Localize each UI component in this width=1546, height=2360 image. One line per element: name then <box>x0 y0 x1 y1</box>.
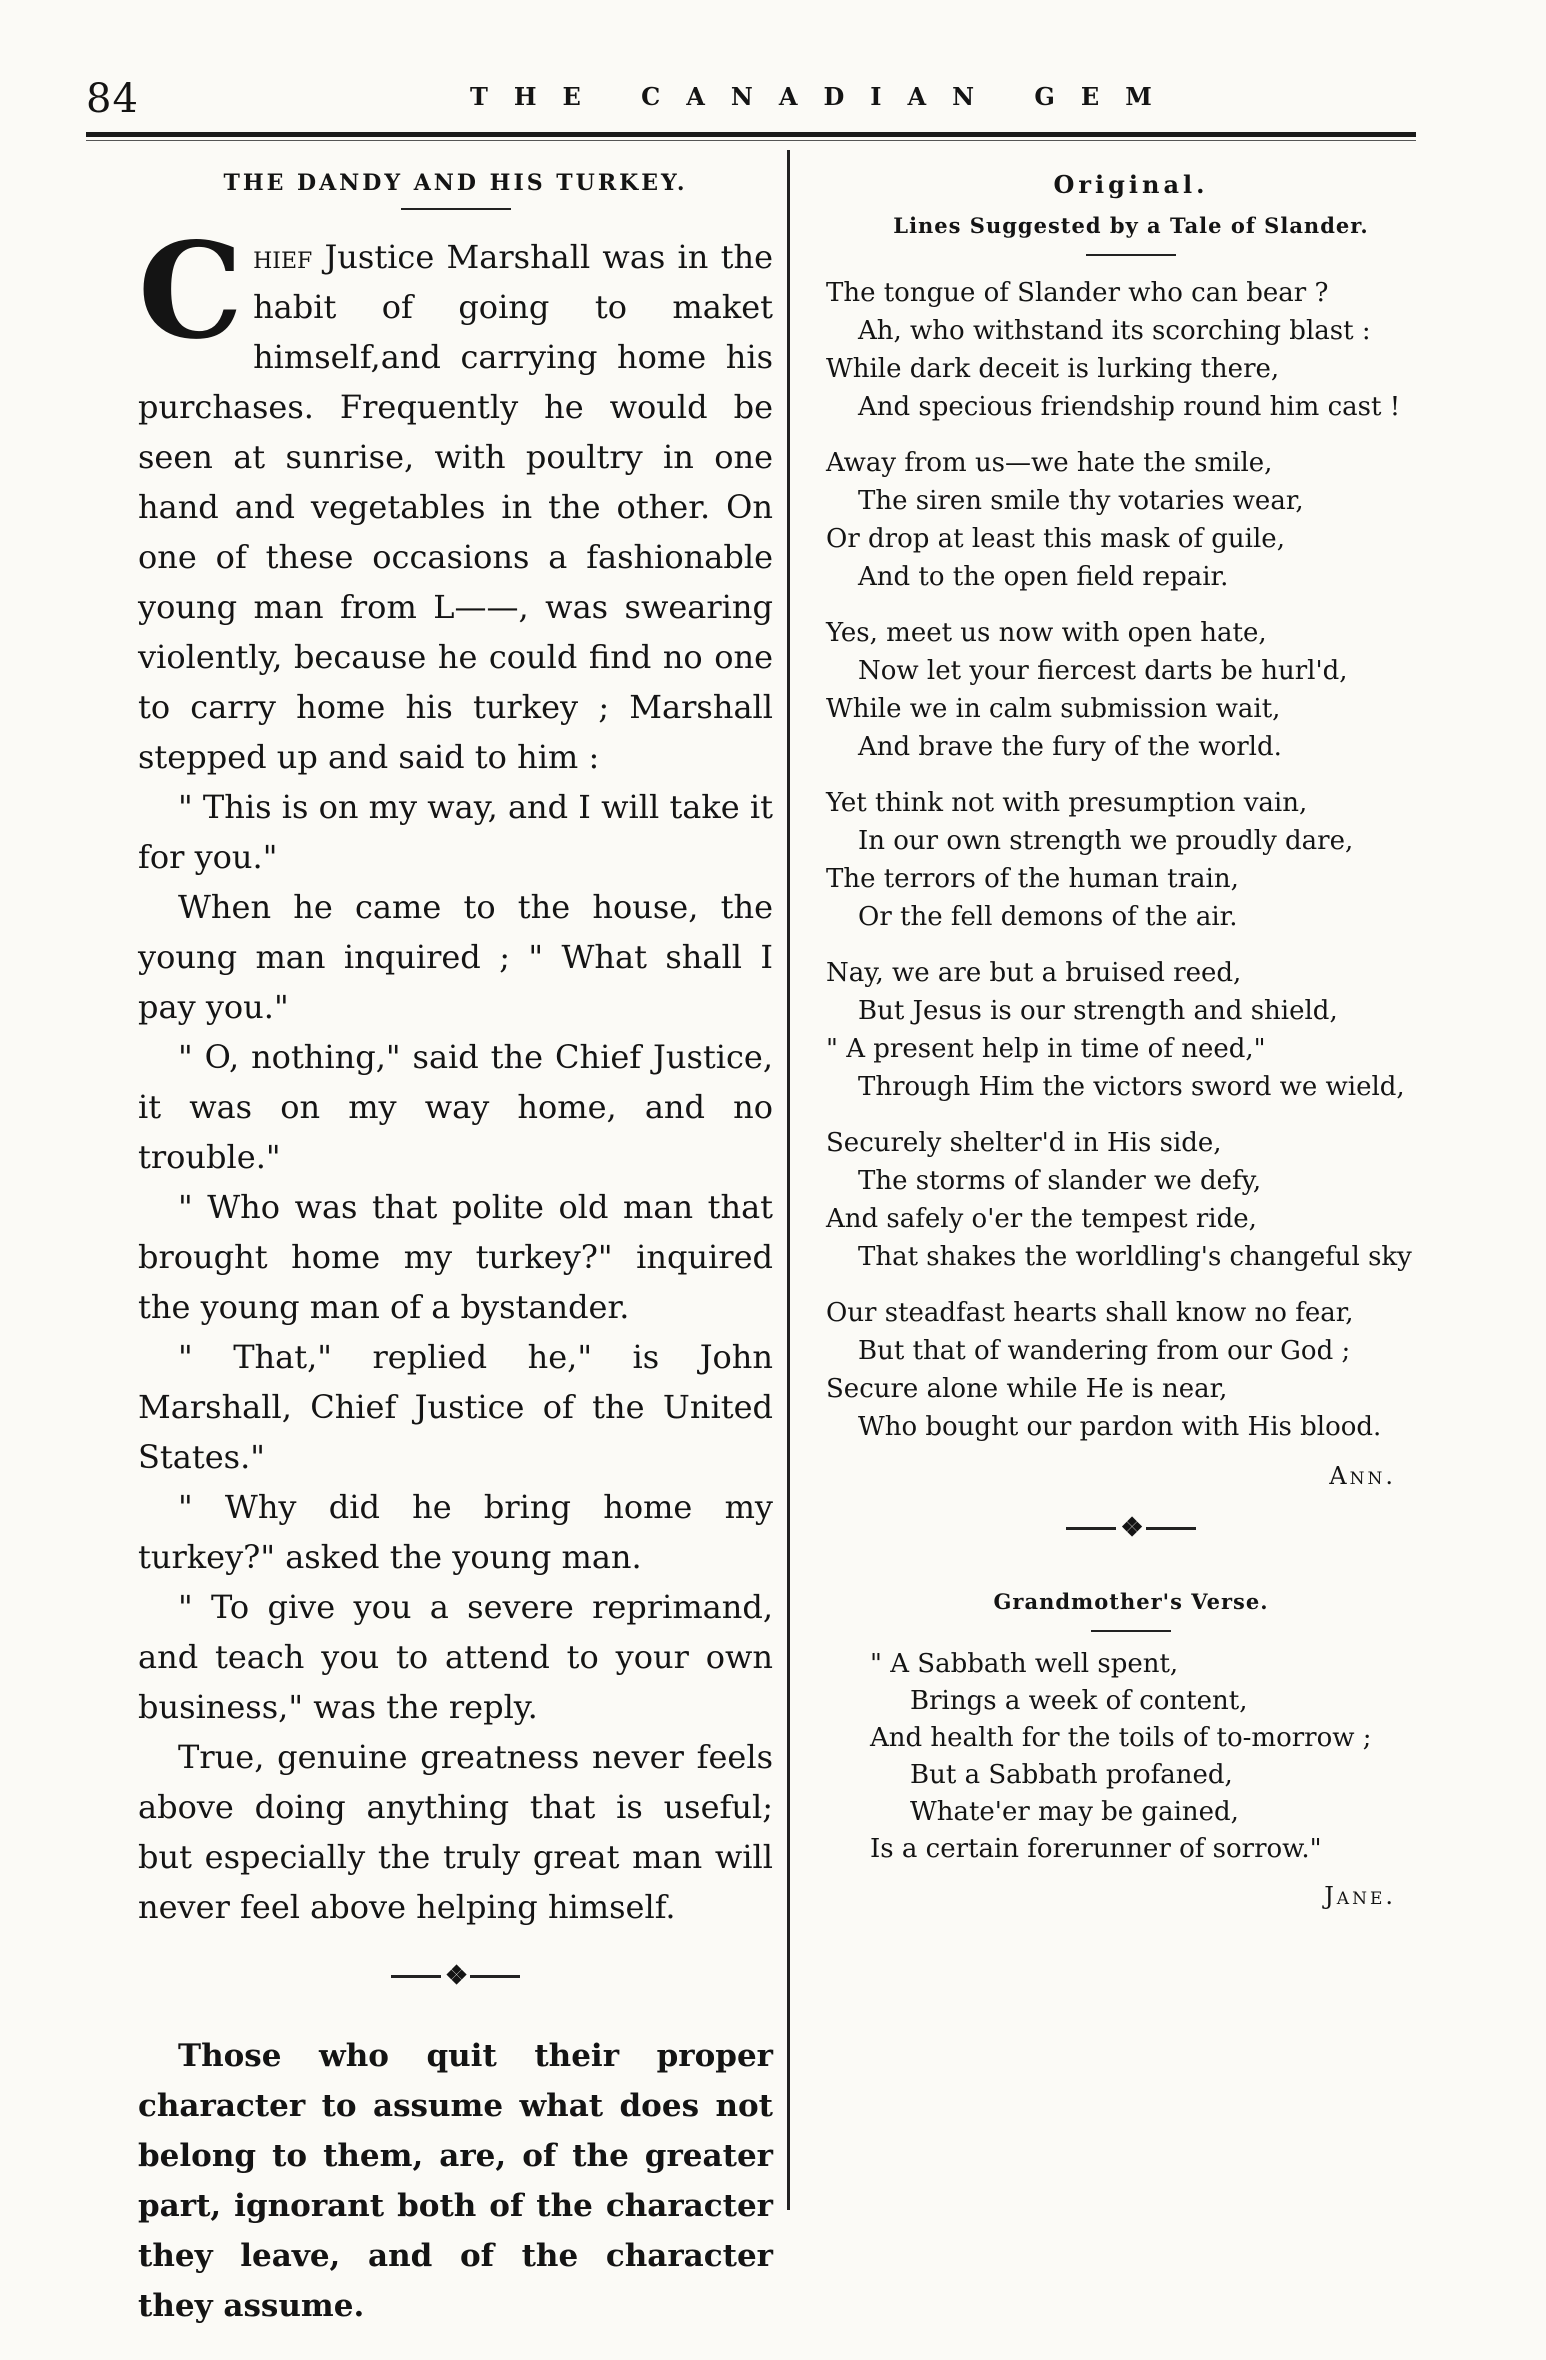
poem-line: While dark deceit is lurking there, <box>826 354 1280 384</box>
poem-stanza <box>826 1294 1436 1446</box>
poem-line: Yes, meet us now with open hate, <box>826 618 1267 648</box>
poem-signature: Ann. <box>1329 1462 1396 1490</box>
running-title: THE CANADIAN GEM <box>470 82 1178 111</box>
verse-signature: Jane. <box>1324 1882 1396 1910</box>
first-word: hief <box>253 238 313 276</box>
poem-stanza <box>826 954 1436 1106</box>
poem-line: That shakes the worldling's changeful sky <box>858 1242 1412 1272</box>
header-rule <box>86 132 1416 137</box>
poem-title: Lines Suggested by a Tale of Slander. <box>893 213 1369 238</box>
poem-stanza <box>826 274 1436 426</box>
poem-line: While we in calm submission wait, <box>826 694 1281 724</box>
paragraph: " This is on my way, and I will take it for you." <box>138 788 773 876</box>
poem-line: Now let your fiercest darts be hurl'd, <box>858 656 1348 686</box>
poem-line: In our own strength we proudly dare, <box>858 826 1354 856</box>
poem-line: " A present help in time of need," <box>826 1034 1266 1064</box>
page-header <box>0 62 1546 122</box>
poem-line: Nay, we are but a bruised reed, <box>826 958 1242 988</box>
article-body <box>138 214 773 1932</box>
verse-line: And health for the toils of to-morrow ; <box>870 1723 1372 1753</box>
verse-line: Brings a week of content, <box>910 1686 1248 1716</box>
original-label: Original. <box>1053 170 1209 199</box>
closing-text: Those who quit their proper character to assume what does not belong to them, are, of the greater part, ignorant both of the character they leave, and of the character they assume. <box>138 2038 773 2324</box>
paragraph: " O, nothing," said the Chief Justice, it was on my way home, and no trouble." <box>138 1038 773 1176</box>
poem-line: Or the fell demons of the air. <box>858 902 1238 932</box>
verse-lines <box>870 1646 1436 1868</box>
poem-line: Our steadfast hearts shall know no fear, <box>826 1298 1354 1328</box>
ornament-divider: ❖ <box>138 1960 773 1991</box>
poem-line: But Jesus is our strength and shield, <box>858 996 1338 1026</box>
poem-stanzas <box>826 274 1436 1446</box>
drop-cap: C <box>138 214 244 369</box>
column-divider <box>787 150 790 2210</box>
poem-line: Or drop at least this mask of guile, <box>826 524 1285 554</box>
verse-title-rule <box>1091 1630 1171 1632</box>
poem-line: And safely o'er the tempest ride, <box>826 1204 1257 1234</box>
poem-line: Away from us—we hate the smile, <box>826 448 1273 478</box>
poem-line: Ah, who withstand its scorching blast : <box>858 316 1371 346</box>
paragraph: " Who was that polite old man that brought home my turkey?" inquired the young man of a bystander. <box>138 1188 773 1326</box>
title-rule <box>401 208 511 210</box>
page-number: 84 <box>86 76 139 122</box>
poem-line: The siren smile thy votaries wear, <box>858 486 1304 516</box>
article-title: THE DANDY AND HIS TURKEY. <box>223 170 688 196</box>
closing-paragraph <box>138 2031 773 2331</box>
poem-title-rule <box>1086 254 1176 256</box>
poem-line: The tongue of Slander who can bear ? <box>826 278 1329 308</box>
verse-line: " A Sabbath well spent, <box>870 1649 1179 1679</box>
paragraph <box>138 214 773 782</box>
paragraph: True, genuine greatness never feels above doing anything that is useful; but especially the truly great man will never feel above helping himself. <box>138 1738 773 1926</box>
header-rule-thin <box>86 140 1416 141</box>
paragraph: When he came to the house, the young man inquired ; " What shall I pay you." <box>138 888 773 1026</box>
poem-stanza <box>826 1124 1436 1276</box>
poem-stanza <box>826 784 1436 936</box>
verse-title: Grandmother's Verse. <box>993 1589 1269 1614</box>
verse-line: Whate'er may be gained, <box>910 1797 1239 1827</box>
poem-line: Secure alone while He is near, <box>826 1374 1228 1404</box>
paragraph: " That," replied he," is John Marshall, Chief Justice of the United States." <box>138 1338 773 1476</box>
poem-line: Who bought our pardon with His blood. <box>858 1412 1382 1442</box>
poem-line: And brave the fury of the world. <box>858 732 1282 762</box>
poem-line: The terrors of the human train, <box>826 864 1239 894</box>
poem-line: Securely shelter'd in His side, <box>826 1128 1222 1158</box>
poem-line: Through Him the victors sword we wield, <box>858 1072 1405 1102</box>
right-column <box>826 170 1436 1932</box>
poem-line: And specious friendship round him cast ! <box>858 392 1401 422</box>
poem-stanza <box>826 444 1436 596</box>
poem-line: The storms of slander we defy, <box>858 1166 1262 1196</box>
left-column <box>138 170 773 2331</box>
paragraph: " Why did he bring home my turkey?" asked the young man. <box>138 1488 773 1576</box>
verse-line: But a Sabbath profaned, <box>910 1760 1233 1790</box>
verse-line: Is a certain forerunner of sorrow." <box>870 1834 1322 1864</box>
poem-line: But that of wandering from our God ; <box>858 1336 1351 1366</box>
paragraph-text: Justice Marshall was in the habit of going to maket himself,and carrying home his purchases. Frequently he would be seen at sunrise, with poultry in one hand and vegetables in the other. On one of these occasions a fashionable young man from L——, was swearing violently, because he could find no one to carry home his turkey ; Marshall stepped up and said to him : <box>138 238 773 776</box>
paragraph: " To give you a severe reprimand, and teach you to attend to your own business," was the reply. <box>138 1588 773 1726</box>
ornament-divider: ❖ <box>826 1512 1436 1543</box>
poem-line: And to the open field repair. <box>858 562 1229 592</box>
poem-stanza <box>826 614 1436 766</box>
poem-line: Yet think not with presumption vain, <box>826 788 1308 818</box>
